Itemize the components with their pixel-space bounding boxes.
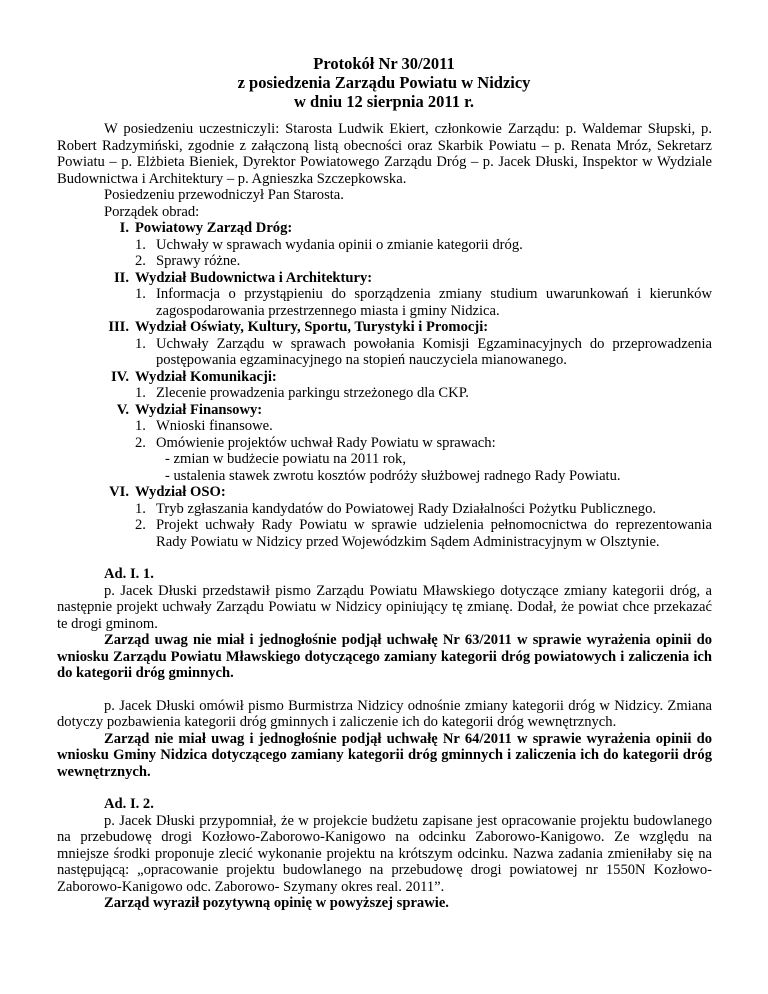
- spacer: [57, 780, 712, 796]
- item-text: Informacja o przystąpieniu do sporządzenia zmiany studium uwarunkowań i kierunków zagospodarowania przestrzennego miasta i gminy Nidzica.: [156, 286, 712, 319]
- agenda-item: [57, 517, 712, 550]
- item-text: Uchwały Zarządu w sprawach powołania Komisji Egzaminacyjnych do przeprowadzenia postępowania egzaminacyjnego na stopień nauczyciela mianowanego.: [156, 335, 712, 368]
- section-heading-ad-1-2: Ad. I. 2.: [104, 796, 154, 812]
- item-text: Zlecenie prowadzenia parkingu strzeżonego dla CKP.: [156, 385, 469, 401]
- agenda-list: [57, 220, 712, 550]
- paragraph: p. Jacek Dłuski przedstawił pismo Zarządu Powiatu Mławskiego dotyczące zmiany kategorii dróg, a następnie projekt uchwały Zarządu Powiatu w Nidzicy opiniujący tę zmianę. Dodał, że powiat chce przekazać te drogi gminom.: [57, 582, 712, 632]
- title-line-3: w dniu 12 sierpnia 2011 r.: [293, 92, 475, 111]
- item-text: Sprawy różne.: [156, 253, 241, 269]
- paragraph: p. Jacek Dłuski omówił pismo Burmistrza Nidzicy odnośnie zmiany kategorii dróg w Nidzicy. Zmiana dotyczy pozbawienia kategorii dróg gminnych i zaliczenie ich do kategorii dróg wewnętrznych.: [57, 697, 712, 730]
- item-number: 2.: [135, 253, 146, 269]
- agenda-item: [57, 253, 712, 270]
- item-text: Projekt uchwały Rady Powiatu w sprawie udzielenia pełnomocnictwa do reprezentowania Rady Powiatu w Nidzicy przed Wojewódzkim Sądem Administracyjnym w Olsztynie.: [156, 517, 712, 550]
- item-number: 1.: [135, 385, 146, 401]
- section-title: Powiatowy Zarząd Dróg:: [135, 220, 293, 236]
- title-line-2: z posiedzenia Zarządu Powiatu w Nidzicy: [237, 73, 531, 92]
- item-number: 1.: [135, 286, 146, 302]
- section-number: VI.: [109, 484, 129, 500]
- agenda-item: [57, 237, 712, 254]
- section-number: IV.: [111, 368, 129, 385]
- agenda-item: [57, 336, 712, 369]
- section-number: V.: [116, 401, 129, 418]
- section-title: Wydział Komunikacji:: [135, 368, 277, 385]
- agenda-label: Porządek obrad:: [104, 203, 200, 220]
- resolution-paragraph: Zarząd nie miał uwag i jednogłośnie podjął uchwałę Nr 64/2011 w sprawie wyrażenia opinii do wniosku Gminy Nidzica dotyczącego zamiany kategorii dróg gminnych i zaliczenia ich do kategorii dróg wewnętrznych.: [57, 730, 712, 780]
- agenda-item: [57, 501, 712, 518]
- spacer: [57, 550, 712, 566]
- item-number: 1.: [135, 236, 146, 253]
- document-body: [57, 121, 712, 912]
- resolution-paragraph: Zarząd wyraził pozytywną opinię w powyższej sprawie.: [104, 895, 449, 911]
- section-title: Wydział Budownictwa i Architektury:: [135, 269, 373, 286]
- title-line-1: Protokół Nr 30/2011: [313, 54, 455, 73]
- attendance-paragraph: W posiedzeniu uczestniczyli: Starosta Ludwik Ekiert, członkowie Zarządu: p. Waldemar Słupski, p. Robert Radzymiński, zgodnie z załączoną listą obecności oraz Skarbik Powiatu – p. Renata Mróz, Sekretarz Powiatu – p. Elżbieta Bieniek, Dyrektor Powiatowego Zarządu Dróg – p. Jacek Dłuski, Inspektor w Wydziale Budownictwa i Architektury – p. Agnieszka Szczepkowska.: [57, 121, 712, 187]
- section-title: Wydział OSO:: [135, 484, 226, 500]
- item-number: 1.: [135, 335, 146, 352]
- agenda-section-5: [57, 402, 712, 419]
- item-number: 1.: [135, 418, 146, 434]
- agenda-subitem: - ustalenia stawek zwrotu kosztów podróży służbowej radnego Rady Powiatu.: [165, 467, 621, 484]
- section-title: Wydział Finansowy:: [135, 401, 263, 418]
- item-text: Tryb zgłaszania kandydatów do Powiatowej Rady Działalności Pożytku Publicznego.: [156, 500, 657, 517]
- chair-line: Posiedzeniu przewodniczył Pan Starosta.: [104, 187, 344, 203]
- paragraph: p. Jacek Dłuski przypomniał, że w projekcie budżetu zapisane jest opracowanie projektu budowlanego na przebudowę drogi Kozłowo-Zaborowo-Kanigowo na odcinku Zaborowo-Kanigowo. Ze względu na mniejsze środki proponuje zlecić wykonanie projektu na krótszym odcinku. Nazwa zadania zmieniłaby się na następującą: „opracowanie projektu budowlanego na przebudowę drogi powiatowej nr 1550N Kozłowo-Zaborowo-Kanigowo odc. Zaborowo- Szymany okres real. 2011”.: [57, 812, 712, 895]
- section-number: I.: [119, 220, 129, 236]
- item-number: 2.: [135, 517, 146, 533]
- agenda-section-1: [57, 220, 712, 237]
- agenda-section-6: [57, 484, 712, 501]
- item-text: Omówienie projektów uchwał Rady Powiatu w sprawach:: [156, 434, 496, 451]
- agenda-section-4: [57, 369, 712, 386]
- section-number: II.: [113, 269, 129, 286]
- agenda-item: [57, 286, 712, 319]
- section-number: III.: [108, 319, 129, 335]
- item-number: 2.: [135, 434, 146, 451]
- agenda-subitem: - zmian w budżecie powiatu na 2011 rok,: [165, 451, 406, 467]
- agenda-section-3: [57, 319, 712, 336]
- spacer: [57, 682, 712, 698]
- item-text: Wnioski finansowe.: [156, 418, 273, 434]
- item-text: Uchwały w sprawach wydania opinii o zmianie kategorii dróg.: [156, 236, 523, 253]
- resolution-paragraph: Zarząd uwag nie miał i jednogłośnie podjął uchwałę Nr 63/2011 w sprawie wyrażenia opinii do wniosku Zarządu Powiatu Mławskiego dotyczącego zamiany kategorii dróg powiatowych i zaliczenia ich do kategorii dróg gminnych.: [57, 632, 712, 681]
- agenda-item: [57, 385, 712, 402]
- document-title: [0, 54, 768, 111]
- section-title: Wydział Oświaty, Kultury, Sportu, Turystyki i Promocji:: [135, 319, 489, 335]
- item-number: 1.: [135, 500, 146, 517]
- agenda-section-2: [57, 270, 712, 287]
- section-heading-ad-1-1: Ad. I. 1.: [104, 566, 154, 582]
- agenda-item: [57, 435, 712, 452]
- agenda-item: [57, 418, 712, 435]
